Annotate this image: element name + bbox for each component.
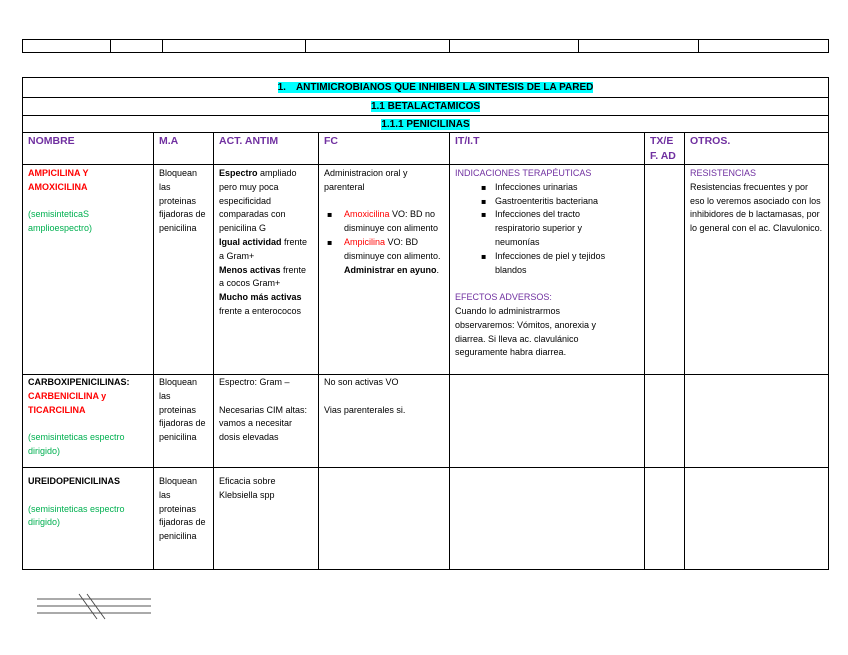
subsubsection-title: 1.1.1 PENICILINAS bbox=[381, 118, 470, 130]
header-it: IT/I.T bbox=[450, 133, 645, 165]
top-table-cell bbox=[450, 40, 579, 53]
cell-tx-efad bbox=[645, 468, 685, 570]
fc-oral: No son activas VO bbox=[324, 377, 399, 387]
mechanism-text: Bloquean las proteinas fijadoras de penicilina bbox=[159, 476, 206, 542]
drug-group: CARBOXIPENICILINAS: bbox=[28, 377, 130, 387]
drug-name: Ampicilina bbox=[344, 236, 386, 247]
cell-act-antim bbox=[214, 375, 319, 468]
section-title bbox=[278, 82, 594, 93]
activity-paragraph bbox=[219, 167, 313, 236]
list-item: ▪ Gastroenteritis bacteriana bbox=[455, 195, 627, 209]
title-row-subsection bbox=[23, 98, 829, 116]
cell-otros bbox=[685, 375, 829, 468]
top-table-cell bbox=[23, 40, 111, 53]
activity-text: ampliado pero muy poca especificidad comparadas con penicilina G bbox=[219, 168, 297, 234]
header-nombre: NOMBRE bbox=[23, 133, 154, 165]
list-item: ▪ Infecciones de piel y tejidos blandos bbox=[455, 250, 627, 278]
top-table-cell bbox=[163, 40, 306, 53]
mechanism-text: Bloquean las proteinas fijadoras de penicilina bbox=[159, 377, 206, 443]
indications-list bbox=[455, 181, 627, 278]
top-table-cell bbox=[699, 40, 829, 53]
subsection-title: 1.1 BETALACTAMICOS bbox=[370, 101, 481, 112]
activity-paragraph bbox=[219, 291, 313, 319]
drug-name: Amoxicilina bbox=[344, 209, 390, 220]
cell-nombre bbox=[23, 468, 154, 570]
header-fc: FC bbox=[319, 133, 450, 165]
top-table-cell bbox=[111, 40, 163, 53]
mechanism-text: Bloquean las proteinas fijadoras de penicilina bbox=[159, 168, 206, 234]
activity-paragraph bbox=[219, 236, 313, 264]
activity-text: frente a enterococos bbox=[219, 305, 302, 316]
cell-nombre bbox=[23, 375, 154, 468]
activity-text: frente a cocos Gram+ bbox=[219, 264, 307, 289]
fc-intro: Administracion oral y parenteral bbox=[324, 168, 408, 192]
subsubsection-title-cell bbox=[23, 116, 829, 133]
header-tx-efad bbox=[645, 133, 685, 165]
drug-names: AMPICILINA Y AMOXICILINA bbox=[28, 168, 89, 192]
list-item-emphasis: Administrar en ayuno bbox=[344, 264, 437, 275]
cell-ma bbox=[154, 375, 214, 468]
subsection-title-cell bbox=[23, 98, 829, 116]
table-row bbox=[23, 165, 829, 375]
cell-otros bbox=[685, 165, 829, 375]
cell-act-antim bbox=[214, 468, 319, 570]
footer-separator-graphic bbox=[37, 593, 153, 621]
activity-keyword: Mucho más activas bbox=[219, 292, 302, 303]
activity-efficacy: Eficacia sobre Klebsiella spp bbox=[219, 476, 276, 500]
list-item bbox=[324, 236, 444, 277]
cell-tx-efad bbox=[645, 165, 685, 375]
penicillin-table bbox=[22, 77, 829, 570]
drug-note: (semisinteticas espectro dirigido) bbox=[28, 432, 125, 456]
list-item-end: . bbox=[436, 264, 440, 275]
cell-fc bbox=[319, 468, 450, 570]
title-row-subsubsection bbox=[23, 116, 829, 133]
activity-dosing: Necesarias CIM altas: vamos a necesitar dosis elevadas bbox=[219, 404, 308, 443]
drug-note: (semisinteticaS amplioespectro) bbox=[28, 209, 93, 234]
list-item-text: VO: BD disminuye con alimento. bbox=[344, 236, 441, 261]
fc-parenteral: Vias parenterales si. bbox=[324, 404, 406, 415]
top-table-cell bbox=[579, 40, 699, 53]
indications-heading: INDICACIONES TERAPÉUTICAS bbox=[455, 168, 592, 178]
header-tx-line1: TX/E bbox=[650, 135, 674, 147]
header-otros: OTROS. bbox=[685, 133, 829, 165]
activity-keyword: Menos activas bbox=[219, 264, 281, 275]
activity-keyword: Igual actividad bbox=[219, 236, 282, 247]
header-tx-line2: F. AD bbox=[650, 150, 676, 162]
table-row bbox=[23, 375, 829, 468]
adverse-effects-heading: EFECTOS ADVERSOS: bbox=[455, 292, 552, 303]
header-act-antim: ACT. ANTIM bbox=[214, 133, 319, 165]
top-table-cell bbox=[306, 40, 450, 53]
cell-fc bbox=[319, 165, 450, 375]
activity-text: frente a Gram+ bbox=[219, 236, 308, 261]
adverse-effects-text: Cuando lo administrarmos observaremos: Vómitos, anorexia y diarrea. Si lleva ac. clavulánico seguramente habra diarrea. bbox=[455, 305, 597, 358]
section-title-text: ANTIMICROBIANOS QUE INHIBEN LA SINTESIS DE LA PARED bbox=[295, 82, 594, 93]
list-item bbox=[324, 208, 444, 236]
cell-ma bbox=[154, 165, 214, 375]
list-item: ▪ Infecciones urinarias bbox=[455, 181, 627, 195]
activity-spectrum: Espectro: Gram – bbox=[219, 377, 290, 387]
cell-it bbox=[450, 468, 645, 570]
cell-it bbox=[450, 165, 645, 375]
resistance-text: Resistencias frecuentes y por eso lo veremos asociado con los inhibidores de b lactamasas, por lo general con el ac. Clavulonico. bbox=[690, 181, 823, 234]
section-title-cell bbox=[23, 78, 829, 98]
drug-note: (semisinteticas espectro dirigido) bbox=[28, 503, 125, 528]
drug-group: UREIDOPENICILINAS bbox=[28, 476, 121, 486]
cell-tx-efad bbox=[645, 375, 685, 468]
resistance-heading: RESISTENCIAS bbox=[690, 168, 757, 178]
drug-names: CARBENICILINA y TICARCILINA bbox=[28, 390, 107, 415]
activity-keyword: Espectro bbox=[219, 168, 258, 178]
list-item: ▪ Infecciones del tracto respiratorio superior y neumonías bbox=[455, 208, 627, 249]
section-number: 1. bbox=[277, 82, 286, 93]
cell-it bbox=[450, 375, 645, 468]
top-table-row bbox=[23, 40, 829, 53]
title-row-section bbox=[23, 78, 829, 98]
top-empty-table bbox=[22, 39, 829, 53]
cell-fc bbox=[319, 375, 450, 468]
header-row bbox=[23, 133, 829, 165]
table-row bbox=[23, 468, 829, 570]
header-ma: M.A bbox=[154, 133, 214, 165]
cell-otros bbox=[685, 468, 829, 570]
administration-list bbox=[324, 208, 444, 277]
cell-ma bbox=[154, 468, 214, 570]
list-item-text: VO: BD no disminuye con alimento bbox=[344, 209, 439, 234]
cell-nombre bbox=[23, 165, 154, 375]
cell-act-antim bbox=[214, 165, 319, 375]
activity-paragraph bbox=[219, 264, 313, 292]
